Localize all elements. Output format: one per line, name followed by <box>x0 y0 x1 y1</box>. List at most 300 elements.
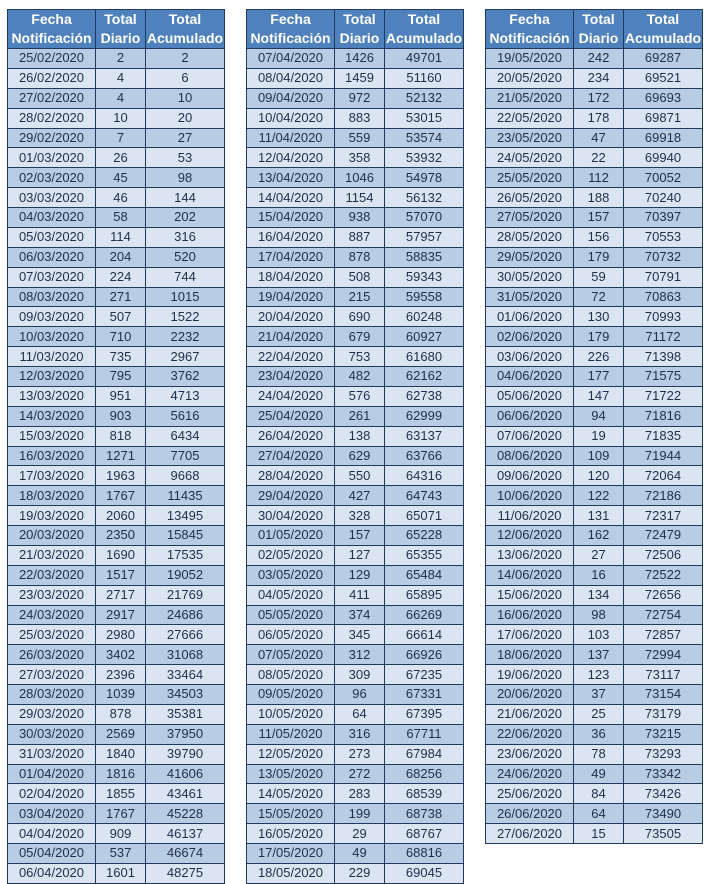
cell-total-diario: 1767 <box>96 804 146 824</box>
cell-total-acumulado: 59558 <box>385 287 464 307</box>
cell-total-diario: 199 <box>335 804 385 824</box>
cell-fecha: 09/06/2020 <box>486 466 574 486</box>
cell-total-diario: 22 <box>574 148 624 168</box>
cell-total-diario: 753 <box>335 347 385 367</box>
cell-fecha: 03/04/2020 <box>8 804 96 824</box>
table-row <box>247 128 464 148</box>
cell-total-acumulado: 68767 <box>385 824 464 844</box>
cell-total-acumulado: 11435 <box>146 486 225 506</box>
cell-total-diario: 134 <box>574 585 624 605</box>
cell-fecha: 17/05/2020 <box>247 844 335 864</box>
cell-fecha: 07/06/2020 <box>486 426 574 446</box>
cell-fecha: 07/04/2020 <box>247 49 335 69</box>
cell-total-diario: 229 <box>335 863 385 883</box>
table-row <box>486 227 703 247</box>
cell-total-acumulado: 63137 <box>385 426 464 446</box>
cell-total-acumulado: 71575 <box>624 367 703 387</box>
cell-fecha: 08/06/2020 <box>486 446 574 466</box>
cell-fecha: 20/03/2020 <box>8 526 96 546</box>
cell-total-acumulado: 56132 <box>385 188 464 208</box>
cell-fecha: 16/04/2020 <box>247 227 335 247</box>
cell-fecha: 15/03/2020 <box>8 426 96 446</box>
cell-total-diario: 177 <box>574 367 624 387</box>
cell-fecha: 16/05/2020 <box>247 824 335 844</box>
cell-total-diario: 1046 <box>335 168 385 188</box>
cell-fecha: 27/02/2020 <box>8 88 96 108</box>
cell-total-acumulado: 68539 <box>385 784 464 804</box>
cell-fecha: 05/04/2020 <box>8 844 96 864</box>
table-row <box>247 804 464 824</box>
table-row <box>247 426 464 446</box>
cell-total-diario: 795 <box>96 367 146 387</box>
cell-total-diario: 951 <box>96 386 146 406</box>
cell-fecha: 10/06/2020 <box>486 486 574 506</box>
table-row <box>486 49 703 69</box>
cell-total-diario: 328 <box>335 506 385 526</box>
cell-fecha: 12/04/2020 <box>247 148 335 168</box>
cell-total-acumulado: 59343 <box>385 267 464 287</box>
cell-total-diario: 26 <box>96 148 146 168</box>
table-row <box>247 88 464 108</box>
cell-total-acumulado: 69918 <box>624 128 703 148</box>
table-row <box>247 406 464 426</box>
table-row <box>8 227 225 247</box>
table-row <box>8 545 225 565</box>
cell-fecha: 20/06/2020 <box>486 685 574 705</box>
cell-total-acumulado: 66614 <box>385 625 464 645</box>
table-row <box>247 724 464 744</box>
cell-total-diario: 59 <box>574 267 624 287</box>
table-row <box>486 247 703 267</box>
cell-total-acumulado: 69940 <box>624 148 703 168</box>
cell-fecha: 21/06/2020 <box>486 704 574 724</box>
cell-total-diario: 1271 <box>96 446 146 466</box>
table-row <box>486 208 703 228</box>
table-row <box>486 347 703 367</box>
cell-fecha: 22/06/2020 <box>486 724 574 744</box>
cell-fecha: 19/04/2020 <box>247 287 335 307</box>
cell-total-diario: 507 <box>96 307 146 327</box>
table-row <box>247 307 464 327</box>
table-row <box>486 704 703 724</box>
header-total-acumulado: Total Acumulado <box>146 10 225 49</box>
cell-total-acumulado: 6434 <box>146 426 225 446</box>
cell-fecha: 14/06/2020 <box>486 565 574 585</box>
table-row <box>486 108 703 128</box>
cell-total-diario: 94 <box>574 406 624 426</box>
cell-fecha: 16/06/2020 <box>486 605 574 625</box>
table-row <box>486 605 703 625</box>
table-row <box>247 247 464 267</box>
cell-total-diario: 818 <box>96 426 146 446</box>
table-row <box>8 267 225 287</box>
table-row <box>247 506 464 526</box>
table-row <box>486 724 703 744</box>
cell-total-acumulado: 68738 <box>385 804 464 824</box>
cell-fecha: 20/05/2020 <box>486 68 574 88</box>
table-part-1 <box>7 9 225 884</box>
cell-total-diario: 204 <box>96 247 146 267</box>
table-row <box>486 486 703 506</box>
cell-total-acumulado: 4713 <box>146 386 225 406</box>
table-row <box>8 724 225 744</box>
cell-total-acumulado: 66926 <box>385 645 464 665</box>
cell-fecha: 12/06/2020 <box>486 526 574 546</box>
cell-total-acumulado: 63766 <box>385 446 464 466</box>
cell-total-acumulado: 1522 <box>146 307 225 327</box>
cell-total-acumulado: 33464 <box>146 665 225 685</box>
cell-total-diario: 309 <box>335 665 385 685</box>
cell-fecha: 26/03/2020 <box>8 645 96 665</box>
cell-total-acumulado: 72857 <box>624 625 703 645</box>
cell-fecha: 29/02/2020 <box>8 128 96 148</box>
table-row <box>486 267 703 287</box>
cell-total-acumulado: 17535 <box>146 545 225 565</box>
cell-fecha: 19/03/2020 <box>8 506 96 526</box>
header-row <box>247 10 464 49</box>
cell-total-acumulado: 67331 <box>385 685 464 705</box>
table-row <box>8 585 225 605</box>
table-row <box>8 386 225 406</box>
cell-fecha: 01/04/2020 <box>8 764 96 784</box>
table-row <box>486 128 703 148</box>
cell-total-diario: 172 <box>574 88 624 108</box>
table-row <box>486 645 703 665</box>
cell-total-acumulado: 39790 <box>146 744 225 764</box>
cell-total-diario: 358 <box>335 148 385 168</box>
cell-total-acumulado: 70052 <box>624 168 703 188</box>
cell-total-diario: 147 <box>574 386 624 406</box>
cell-total-diario: 1039 <box>96 685 146 705</box>
cell-total-acumulado: 62162 <box>385 367 464 387</box>
cell-total-acumulado: 10 <box>146 88 225 108</box>
cell-fecha: 02/03/2020 <box>8 168 96 188</box>
cell-total-diario: 109 <box>574 446 624 466</box>
cell-total-diario: 345 <box>335 625 385 645</box>
cell-total-diario: 45 <box>96 168 146 188</box>
cell-total-acumulado: 144 <box>146 188 225 208</box>
cell-total-diario: 46 <box>96 188 146 208</box>
cell-total-diario: 29 <box>335 824 385 844</box>
cell-fecha: 17/03/2020 <box>8 466 96 486</box>
cell-total-acumulado: 57070 <box>385 208 464 228</box>
table-row <box>486 526 703 546</box>
cell-total-acumulado: 67711 <box>385 724 464 744</box>
cell-total-acumulado: 69871 <box>624 108 703 128</box>
cell-fecha: 15/05/2020 <box>247 804 335 824</box>
table-part-2 <box>246 9 464 884</box>
cell-total-acumulado: 68256 <box>385 764 464 784</box>
table-row <box>8 565 225 585</box>
cell-total-diario: 242 <box>574 49 624 69</box>
cell-total-acumulado: 73505 <box>624 824 703 844</box>
cell-fecha: 14/04/2020 <box>247 188 335 208</box>
cell-fecha: 22/05/2020 <box>486 108 574 128</box>
cell-fecha: 21/03/2020 <box>8 545 96 565</box>
cell-total-acumulado: 73342 <box>624 764 703 784</box>
table-row <box>247 227 464 247</box>
table-row <box>8 466 225 486</box>
cell-total-diario: 903 <box>96 406 146 426</box>
cell-fecha: 04/03/2020 <box>8 208 96 228</box>
table-row <box>247 744 464 764</box>
cell-total-diario: 312 <box>335 645 385 665</box>
cell-total-acumulado: 5616 <box>146 406 225 426</box>
cell-fecha: 23/03/2020 <box>8 585 96 605</box>
table-row <box>8 685 225 705</box>
cell-total-diario: 4 <box>96 68 146 88</box>
cell-total-diario: 19 <box>574 426 624 446</box>
table-row <box>8 784 225 804</box>
cell-total-acumulado: 71944 <box>624 446 703 466</box>
table-row <box>247 784 464 804</box>
cell-fecha: 28/04/2020 <box>247 466 335 486</box>
cell-fecha: 24/04/2020 <box>247 386 335 406</box>
cell-fecha: 15/04/2020 <box>247 208 335 228</box>
table-row <box>8 426 225 446</box>
cell-total-acumulado: 73215 <box>624 724 703 744</box>
cell-total-acumulado: 62999 <box>385 406 464 426</box>
cell-fecha: 10/05/2020 <box>247 704 335 724</box>
cell-total-diario: 537 <box>96 844 146 864</box>
cell-total-acumulado: 2 <box>146 49 225 69</box>
cell-total-diario: 1840 <box>96 744 146 764</box>
header-fecha: Fecha Notificación <box>8 10 96 49</box>
cell-total-diario: 559 <box>335 128 385 148</box>
cell-fecha: 08/04/2020 <box>247 68 335 88</box>
cell-fecha: 13/03/2020 <box>8 386 96 406</box>
table-row <box>8 625 225 645</box>
cell-total-acumulado: 51160 <box>385 68 464 88</box>
table-row <box>486 426 703 446</box>
table-row <box>486 685 703 705</box>
cell-total-acumulado: 73293 <box>624 744 703 764</box>
cell-fecha: 31/03/2020 <box>8 744 96 764</box>
cell-total-acumulado: 71398 <box>624 347 703 367</box>
table-row <box>486 665 703 685</box>
cell-total-diario: 316 <box>335 724 385 744</box>
cell-total-acumulado: 72994 <box>624 645 703 665</box>
cell-total-diario: 878 <box>96 704 146 724</box>
cell-fecha: 05/03/2020 <box>8 227 96 247</box>
table-row <box>8 506 225 526</box>
cell-total-acumulado: 316 <box>146 227 225 247</box>
table-row <box>486 585 703 605</box>
cell-total-acumulado: 53932 <box>385 148 464 168</box>
table-row <box>486 327 703 347</box>
cell-total-diario: 1816 <box>96 764 146 784</box>
table-row <box>247 863 464 883</box>
cell-total-acumulado: 21769 <box>146 585 225 605</box>
table-row <box>247 386 464 406</box>
cell-fecha: 18/06/2020 <box>486 645 574 665</box>
cell-total-acumulado: 41606 <box>146 764 225 784</box>
cell-total-diario: 2396 <box>96 665 146 685</box>
cell-fecha: 22/04/2020 <box>247 347 335 367</box>
table-row <box>486 188 703 208</box>
table-row <box>8 406 225 426</box>
cell-total-acumulado: 48275 <box>146 863 225 883</box>
cell-fecha: 02/05/2020 <box>247 545 335 565</box>
cell-total-diario: 690 <box>335 307 385 327</box>
table-row <box>486 764 703 784</box>
cell-fecha: 16/03/2020 <box>8 446 96 466</box>
table-row <box>247 704 464 724</box>
cell-total-acumulado: 53574 <box>385 128 464 148</box>
table-row <box>8 168 225 188</box>
table-row <box>247 168 464 188</box>
cell-total-diario: 226 <box>574 347 624 367</box>
cell-fecha: 05/06/2020 <box>486 386 574 406</box>
cell-fecha: 24/06/2020 <box>486 764 574 784</box>
cell-total-diario: 735 <box>96 347 146 367</box>
cell-total-diario: 36 <box>574 724 624 744</box>
cell-total-acumulado: 27666 <box>146 625 225 645</box>
table-row <box>486 386 703 406</box>
table-row <box>8 88 225 108</box>
cell-fecha: 06/04/2020 <box>8 863 96 883</box>
cell-total-diario: 2917 <box>96 605 146 625</box>
cell-total-acumulado: 64316 <box>385 466 464 486</box>
cell-fecha: 21/04/2020 <box>247 327 335 347</box>
table-row <box>247 466 464 486</box>
cell-fecha: 19/06/2020 <box>486 665 574 685</box>
cell-total-diario: 224 <box>96 267 146 287</box>
cell-total-diario: 58 <box>96 208 146 228</box>
cell-total-acumulado: 69287 <box>624 49 703 69</box>
cell-total-diario: 156 <box>574 227 624 247</box>
cell-total-diario: 1601 <box>96 863 146 883</box>
table-row <box>486 804 703 824</box>
cell-fecha: 17/04/2020 <box>247 247 335 267</box>
cell-total-diario: 10 <box>96 108 146 128</box>
table-row <box>8 844 225 864</box>
cell-fecha: 30/04/2020 <box>247 506 335 526</box>
table-row <box>8 446 225 466</box>
cell-total-acumulado: 46137 <box>146 824 225 844</box>
table-row <box>247 545 464 565</box>
cell-total-acumulado: 520 <box>146 247 225 267</box>
cell-total-diario: 283 <box>335 784 385 804</box>
cell-total-diario: 96 <box>335 685 385 705</box>
cell-total-acumulado: 98 <box>146 168 225 188</box>
cell-total-diario: 130 <box>574 307 624 327</box>
cell-fecha: 13/06/2020 <box>486 545 574 565</box>
cell-total-diario: 3402 <box>96 645 146 665</box>
cell-fecha: 30/03/2020 <box>8 724 96 744</box>
header-fecha: Fecha Notificación <box>247 10 335 49</box>
cell-total-diario: 482 <box>335 367 385 387</box>
cell-total-diario: 15 <box>574 824 624 844</box>
cell-fecha: 28/05/2020 <box>486 227 574 247</box>
cell-total-diario: 576 <box>335 386 385 406</box>
cell-total-acumulado: 71835 <box>624 426 703 446</box>
cell-total-diario: 162 <box>574 526 624 546</box>
cell-total-acumulado: 73179 <box>624 704 703 724</box>
table-row <box>8 824 225 844</box>
cell-fecha: 26/02/2020 <box>8 68 96 88</box>
cell-fecha: 17/06/2020 <box>486 625 574 645</box>
cell-total-acumulado: 1015 <box>146 287 225 307</box>
cell-total-acumulado: 46674 <box>146 844 225 864</box>
table-row <box>247 287 464 307</box>
table-row <box>8 764 225 784</box>
cell-total-acumulado: 53 <box>146 148 225 168</box>
cell-total-diario: 25 <box>574 704 624 724</box>
cell-total-diario: 178 <box>574 108 624 128</box>
table-row <box>247 605 464 625</box>
cell-total-diario: 972 <box>335 88 385 108</box>
header-total-acumulado: Total Acumulado <box>624 10 703 49</box>
cell-fecha: 27/04/2020 <box>247 446 335 466</box>
table-row <box>247 526 464 546</box>
cell-fecha: 10/03/2020 <box>8 327 96 347</box>
table-row <box>8 526 225 546</box>
cell-total-acumulado: 67395 <box>385 704 464 724</box>
cell-fecha: 25/02/2020 <box>8 49 96 69</box>
table-row <box>247 188 464 208</box>
cell-total-acumulado: 64743 <box>385 486 464 506</box>
cell-fecha: 26/06/2020 <box>486 804 574 824</box>
cell-total-acumulado: 70863 <box>624 287 703 307</box>
cell-total-acumulado: 35381 <box>146 704 225 724</box>
cell-fecha: 08/03/2020 <box>8 287 96 307</box>
cell-total-acumulado: 69045 <box>385 863 464 883</box>
cell-fecha: 11/03/2020 <box>8 347 96 367</box>
cell-total-diario: 64 <box>574 804 624 824</box>
cell-total-diario: 215 <box>335 287 385 307</box>
cell-total-diario: 98 <box>574 605 624 625</box>
table-row <box>247 267 464 287</box>
cell-total-acumulado: 43461 <box>146 784 225 804</box>
table-row <box>486 545 703 565</box>
cell-total-acumulado: 67984 <box>385 744 464 764</box>
table-row <box>247 565 464 585</box>
cell-total-acumulado: 52132 <box>385 88 464 108</box>
cell-total-diario: 679 <box>335 327 385 347</box>
cell-total-acumulado: 71172 <box>624 327 703 347</box>
cell-total-diario: 157 <box>335 526 385 546</box>
cell-total-diario: 49 <box>574 764 624 784</box>
cell-total-diario: 114 <box>96 227 146 247</box>
table-part-3 <box>485 9 703 844</box>
cell-fecha: 12/05/2020 <box>247 744 335 764</box>
table-row <box>8 188 225 208</box>
cell-fecha: 20/04/2020 <box>247 307 335 327</box>
cell-fecha: 02/06/2020 <box>486 327 574 347</box>
cell-total-acumulado: 54978 <box>385 168 464 188</box>
table-row <box>486 168 703 188</box>
cell-fecha: 23/06/2020 <box>486 744 574 764</box>
header-fecha: Fecha Notificación <box>486 10 574 49</box>
cell-fecha: 25/04/2020 <box>247 406 335 426</box>
cell-total-acumulado: 72656 <box>624 585 703 605</box>
cell-total-diario: 1517 <box>96 565 146 585</box>
cell-total-acumulado: 57957 <box>385 227 464 247</box>
cell-fecha: 06/06/2020 <box>486 406 574 426</box>
cell-fecha: 11/06/2020 <box>486 506 574 526</box>
cell-total-diario: 157 <box>574 208 624 228</box>
cell-total-diario: 1767 <box>96 486 146 506</box>
table-row <box>8 486 225 506</box>
cell-total-acumulado: 61680 <box>385 347 464 367</box>
cell-total-acumulado: 71816 <box>624 406 703 426</box>
cell-total-acumulado: 69693 <box>624 88 703 108</box>
cell-fecha: 07/03/2020 <box>8 267 96 287</box>
cell-fecha: 18/05/2020 <box>247 863 335 883</box>
cell-fecha: 31/05/2020 <box>486 287 574 307</box>
cell-total-diario: 4 <box>96 88 146 108</box>
